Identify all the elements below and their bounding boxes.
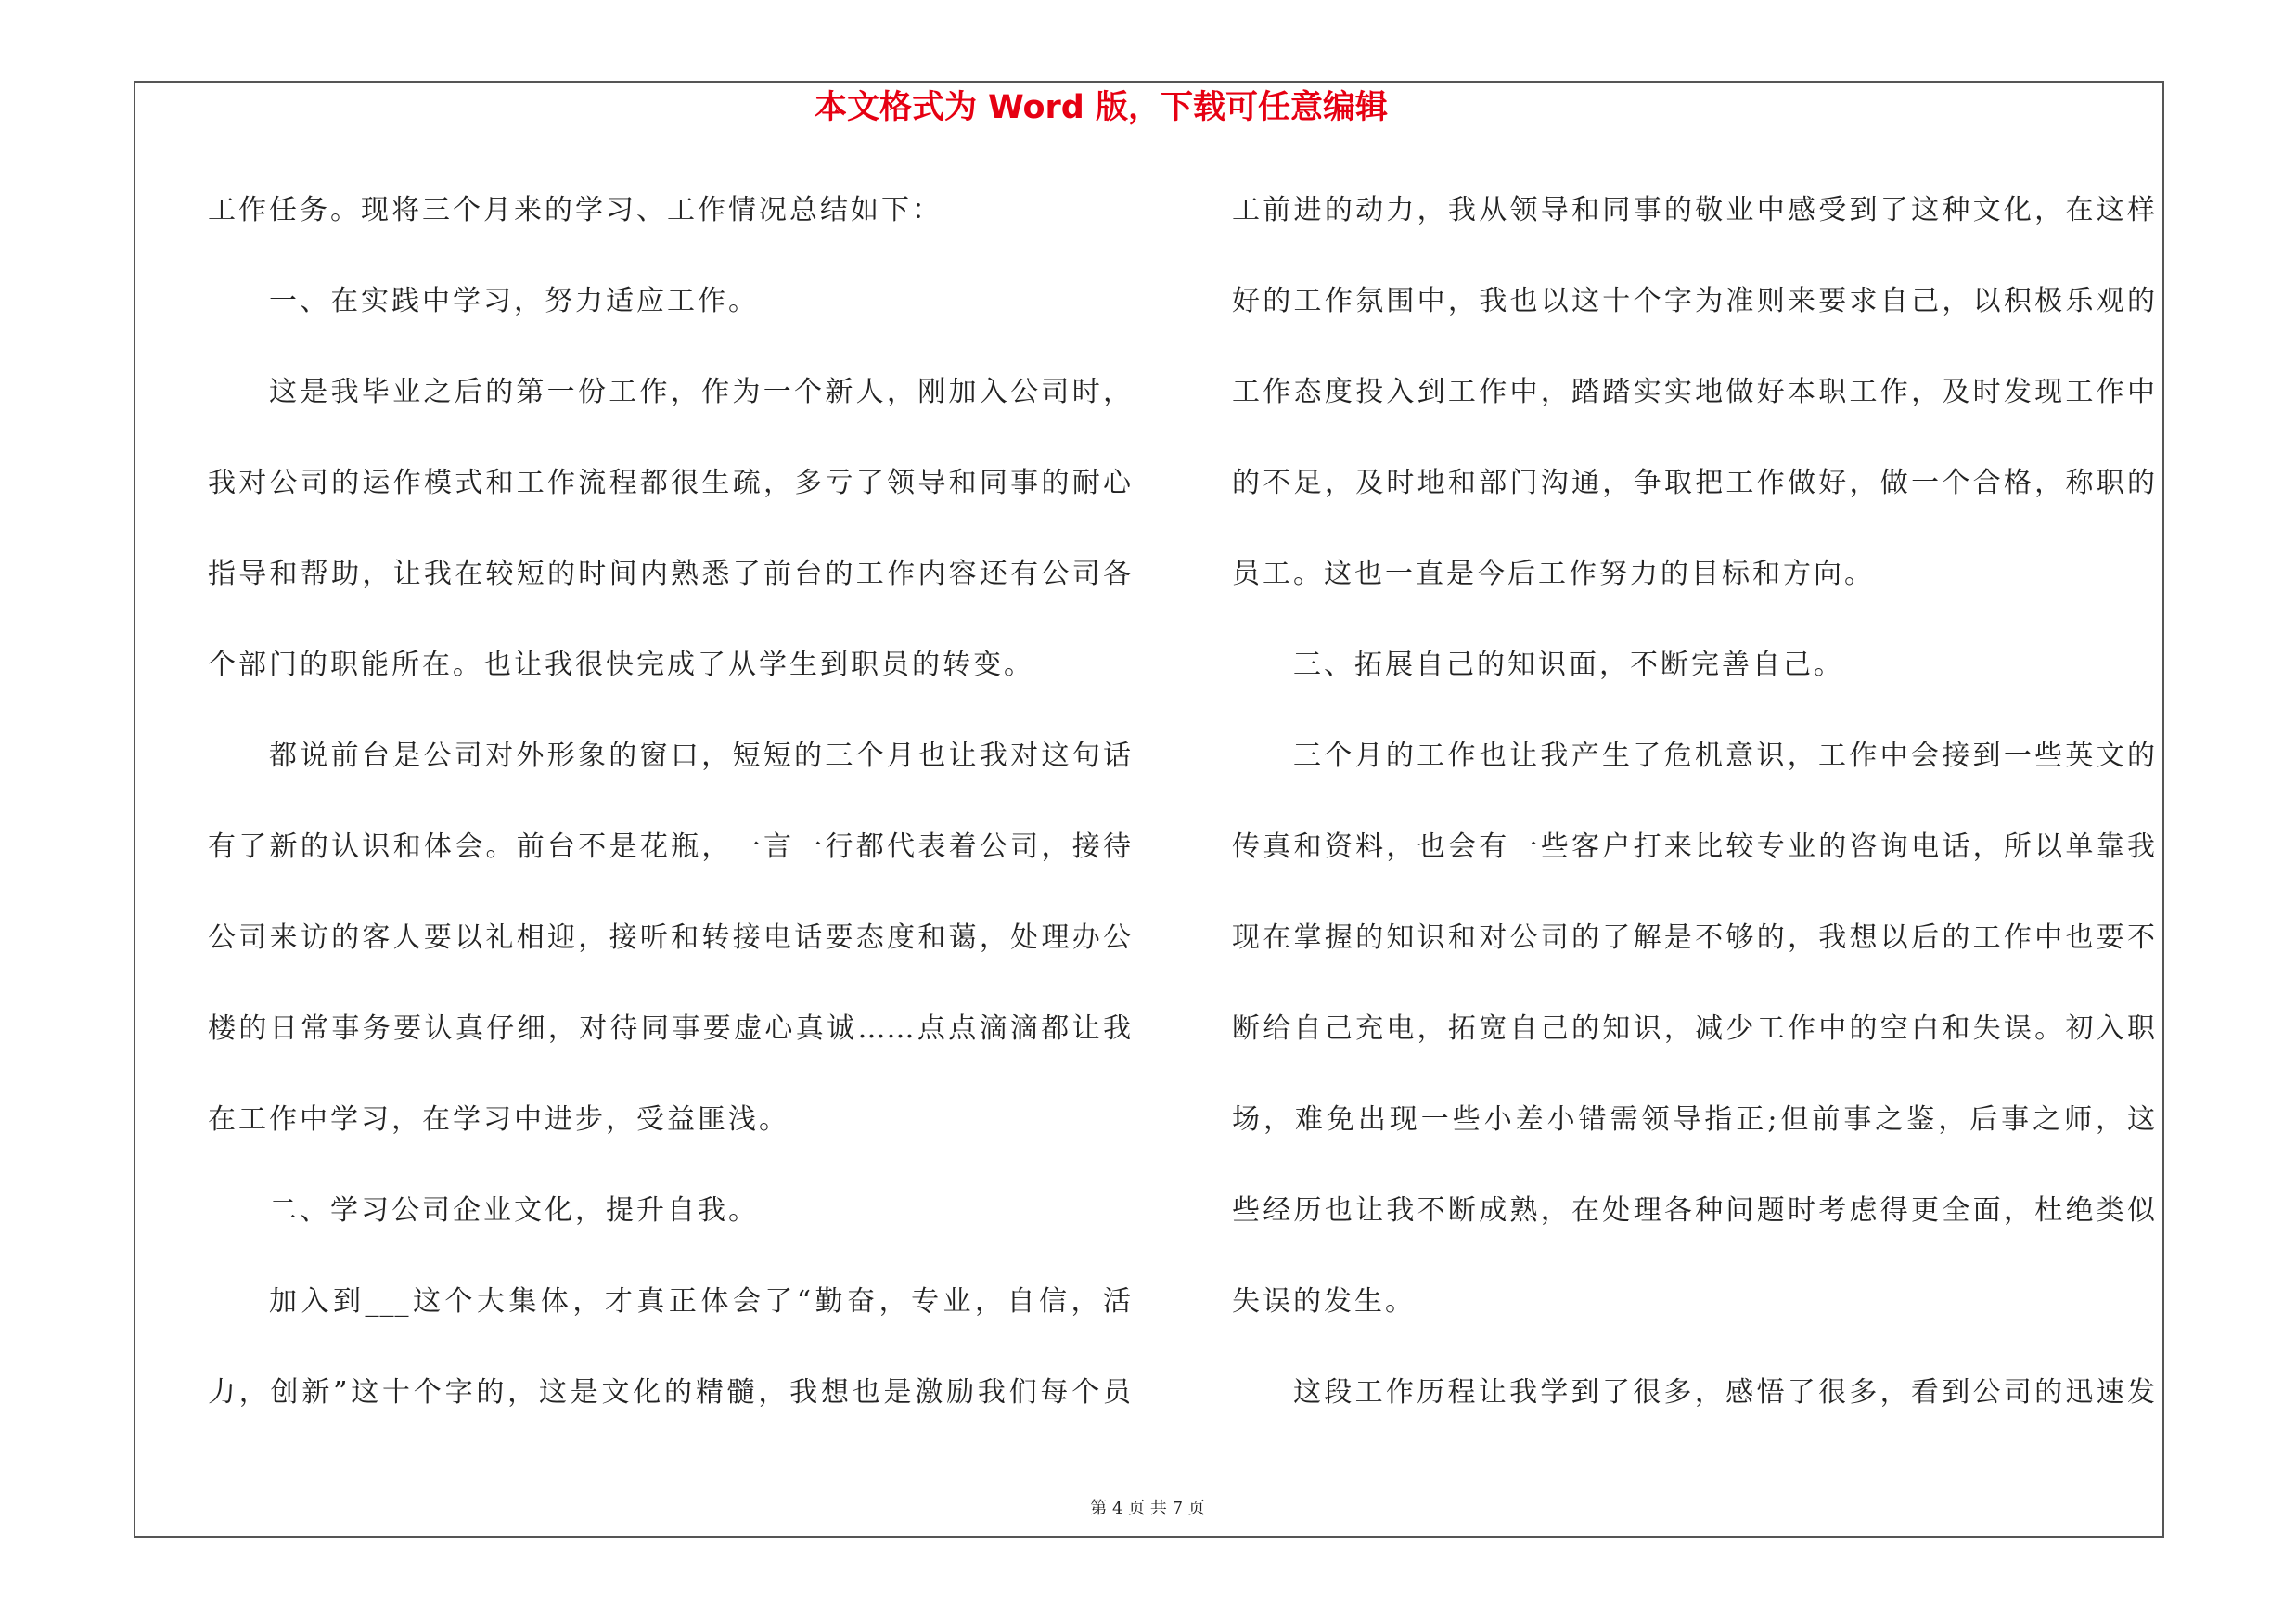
right-column-line: 三个月的工作也让我产生了危机意识，工作中会接到一些英文的 (1293, 740, 2156, 772)
right-text-column (1232, 165, 2156, 1438)
left-column-line: 指导和帮助，让我在较短的时间内熟悉了前台的工作内容还有公司各 (208, 558, 1132, 590)
left-column-line: 加入到___这个大集体，才真正体会了“勤奋，专业，自信，活 (269, 1285, 1132, 1318)
right-column-line: 的不足，及时地和部门沟通，争取把工作做好，做一个合格，称职的 (1232, 467, 2156, 499)
right-column-line: 些经历也让我不断成熟，在处理各种问题时考虑得更全面，杜绝类似 (1232, 1194, 2156, 1227)
left-column-line: 在工作中学习，在学习中进步，受益匪浅。 (208, 1103, 789, 1136)
section-heading: 三、拓展自己的知识面，不断完善自己。 (1293, 649, 1844, 681)
right-column-line: 这段工作历程让我学到了很多，感悟了很多，看到公司的迅速发 (1293, 1376, 2156, 1409)
left-column-line: 公司来访的客人要以礼相迎，接听和转接电话要态度和蔼，处理办公 (208, 921, 1132, 954)
left-column-line: 都说前台是公司对外形象的窗口，短短的三个月也让我对这句话 (269, 740, 1132, 772)
left-column-line: 有了新的认识和体会。前台不是花瓶，一言一行都代表着公司，接待 (208, 831, 1132, 863)
right-column-line: 场，难免出现一些小差小错需领导指正;但前事之鉴，后事之师，这 (1232, 1103, 2156, 1136)
right-column-line: 现在掌握的知识和对公司的了解是不够的，我想以后的工作中也要不 (1232, 921, 2156, 954)
format-notice-header: 本文格式为 Word 版，下载可任意编辑 (814, 89, 1389, 126)
right-column-line: 失误的发生。 (1232, 1285, 1416, 1318)
section-heading: 二、学习公司企业文化，提升自我。 (269, 1194, 759, 1227)
section-heading: 一、在实践中学习，努力适应工作。 (269, 285, 759, 317)
left-column-line: 我对公司的运作模式和工作流程都很生疏，多亏了领导和同事的耐心 (208, 467, 1132, 499)
right-column-line: 断给自己充电，拓宽自己的知识，减少工作中的空白和失误。初入职 (1232, 1012, 2156, 1045)
left-column-line: 楼的日常事务要认真仔细，对待同事要虚心真诚……点点滴滴都让我 (208, 1012, 1132, 1045)
left-column-line: 力，创新”这十个字的，这是文化的精髓，我想也是激励我们每个员 (208, 1376, 1132, 1409)
left-column-line: 这是我毕业之后的第一份工作，作为一个新人，刚加入公司时， (269, 376, 1132, 408)
right-column-line: 工前进的动力，我从领导和同事的敬业中感受到了这种文化，在这样 (1232, 194, 2156, 226)
right-column-line: 工作态度投入到工作中，踏踏实实地做好本职工作，及时发现工作中 (1232, 376, 2156, 408)
left-column-line: 工作任务。现将三个月来的学习、工作情况总结如下： (208, 194, 943, 226)
page-number-footer: 第 4 页 共 7 页 (1090, 1499, 1205, 1518)
right-column-line: 员工。这也一直是今后工作努力的目标和方向。 (1232, 558, 1875, 590)
left-column-line: 个部门的职能所在。也让我很快完成了从学生到职员的转变。 (208, 649, 1034, 681)
right-column-line: 传真和资料，也会有一些客户打来比较专业的咨询电话，所以单靠我 (1232, 831, 2156, 863)
right-column-line: 好的工作氛围中，我也以这十个字为准则来要求自己，以积极乐观的 (1232, 285, 2156, 317)
left-text-column (208, 165, 1132, 1438)
